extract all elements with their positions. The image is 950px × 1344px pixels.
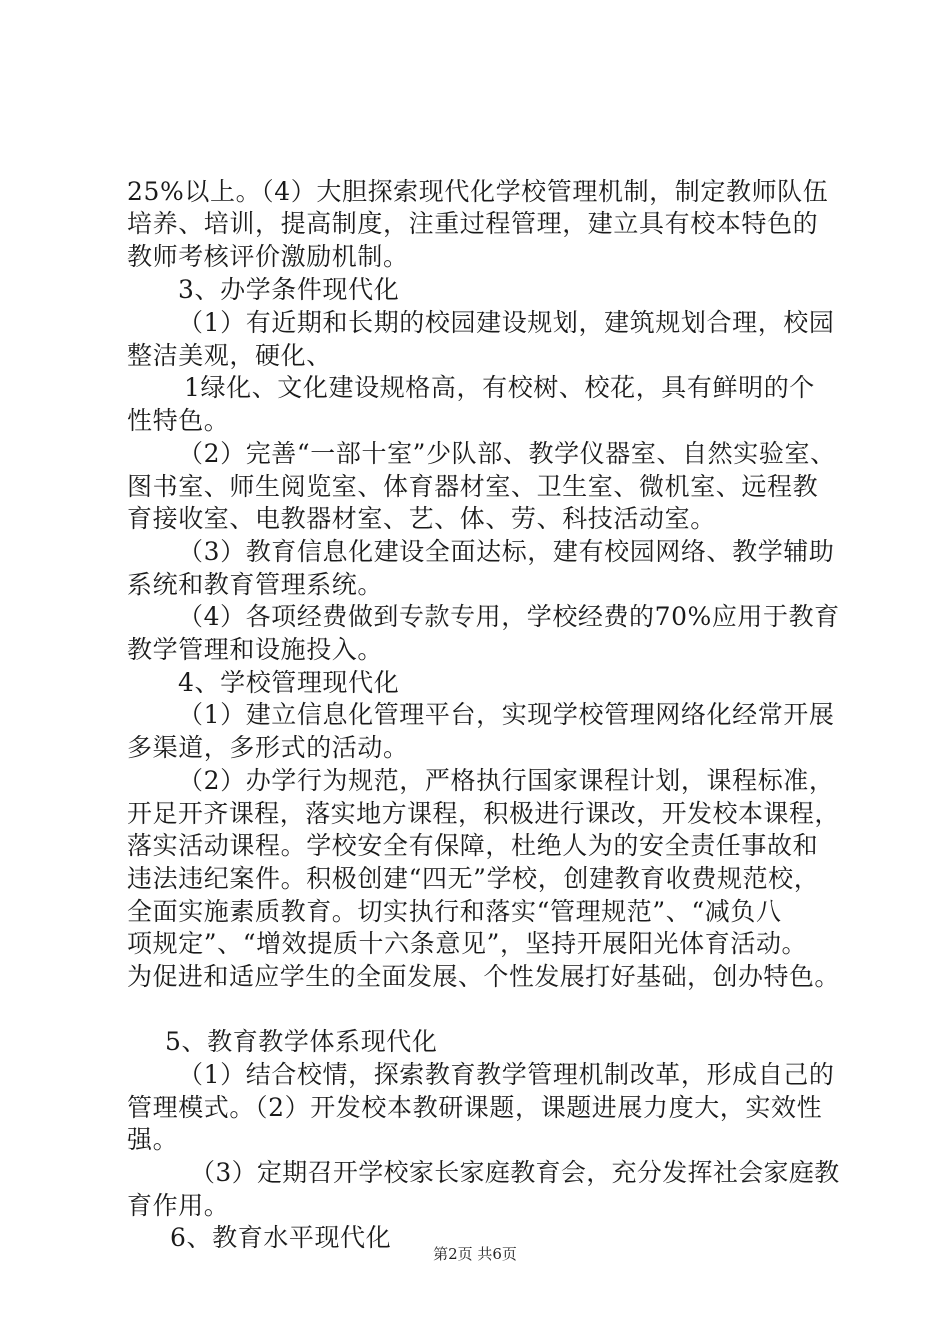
body-line: 图书室、师生阅览室、体育器材室、卫生室、微机室、远程教 <box>127 472 819 501</box>
body-line: （2）完善“一部十室”少队部、教学仪器室、自然实验室、 <box>178 439 836 468</box>
body-line: （4）各项经费做到专款专用，学校经费的70%应用于教育 <box>178 602 840 631</box>
section-heading: 3、办学条件现代化 <box>178 275 400 304</box>
body-line: 为促进和适应学生的全面发展、个性发展打好基础，创办特色。 <box>127 962 840 991</box>
body-line: 25%以上。（4）大胆探索现代化学校管理机制，制定教师队伍 <box>127 177 829 206</box>
page-number-footer: 第2页 共6页 <box>433 1245 517 1263</box>
body-line: 1绿化、文化建设规格高，有校树、校花，具有鲜明的个 <box>184 373 815 402</box>
section-heading: 6、教育水平现代化 <box>170 1223 392 1252</box>
body-line: 违法违纪案件。积极创建“四无”学校，创建教育收费规范校， <box>127 864 820 893</box>
body-line: 开足开齐课程，落实地方课程，积极进行课改，开发校本课程， <box>127 799 840 828</box>
body-line: （3）定期召开学校家长家庭教育会，充分发挥社会家庭教 <box>190 1158 840 1187</box>
body-line: 强。 <box>127 1125 179 1154</box>
body-line: （1）有近期和长期的校园建设规划，建筑规划合理，校园 <box>178 308 835 337</box>
section-heading: 4、学校管理现代化 <box>178 668 400 697</box>
body-line: 全面实施素质教育。切实执行和落实“管理规范”、“减负八 <box>127 897 782 926</box>
body-line: 整洁美观，硬化、 <box>127 341 332 370</box>
body-line: 多渠道，多形式的活动。 <box>127 733 409 762</box>
body-line: 系统和教育管理系统。 <box>127 570 384 599</box>
body-line: （1）结合校情，探索教育教学管理机制改革，形成自己的 <box>178 1060 835 1089</box>
body-line: （2）办学行为规范，严格执行国家课程计划，课程标准， <box>178 766 835 795</box>
body-line: 育作用。 <box>127 1191 230 1220</box>
section-heading: 5、教育教学体系现代化 <box>165 1027 438 1056</box>
body-line: 教学管理和设施投入。 <box>127 635 384 664</box>
body-line: 性特色。 <box>127 406 230 435</box>
body-line: 落实活动课程。学校安全有保障，杜绝人为的安全责任事故和 <box>127 831 819 860</box>
body-line: 培养、培训，提高制度，注重过程管理，建立具有校本特色的 <box>127 209 819 238</box>
body-line: （3）教育信息化建设全面达标，建有校园网络、教学辅助 <box>178 537 835 566</box>
body-line: （1）建立信息化管理平台，实现学校管理网络化经常开展 <box>178 700 835 729</box>
body-line: 项规定”、“增效提质十六条意见”，坚持开展阳光体育活动。 <box>127 929 808 958</box>
body-line: 育接收室、电教器材室、艺、体、劳、科技活动室。 <box>127 504 716 533</box>
body-line: 教师考核评价激励机制。 <box>127 242 409 271</box>
body-line: 管理模式。（2）开发校本教研课题，课题进展力度大，实效性 <box>127 1093 823 1122</box>
